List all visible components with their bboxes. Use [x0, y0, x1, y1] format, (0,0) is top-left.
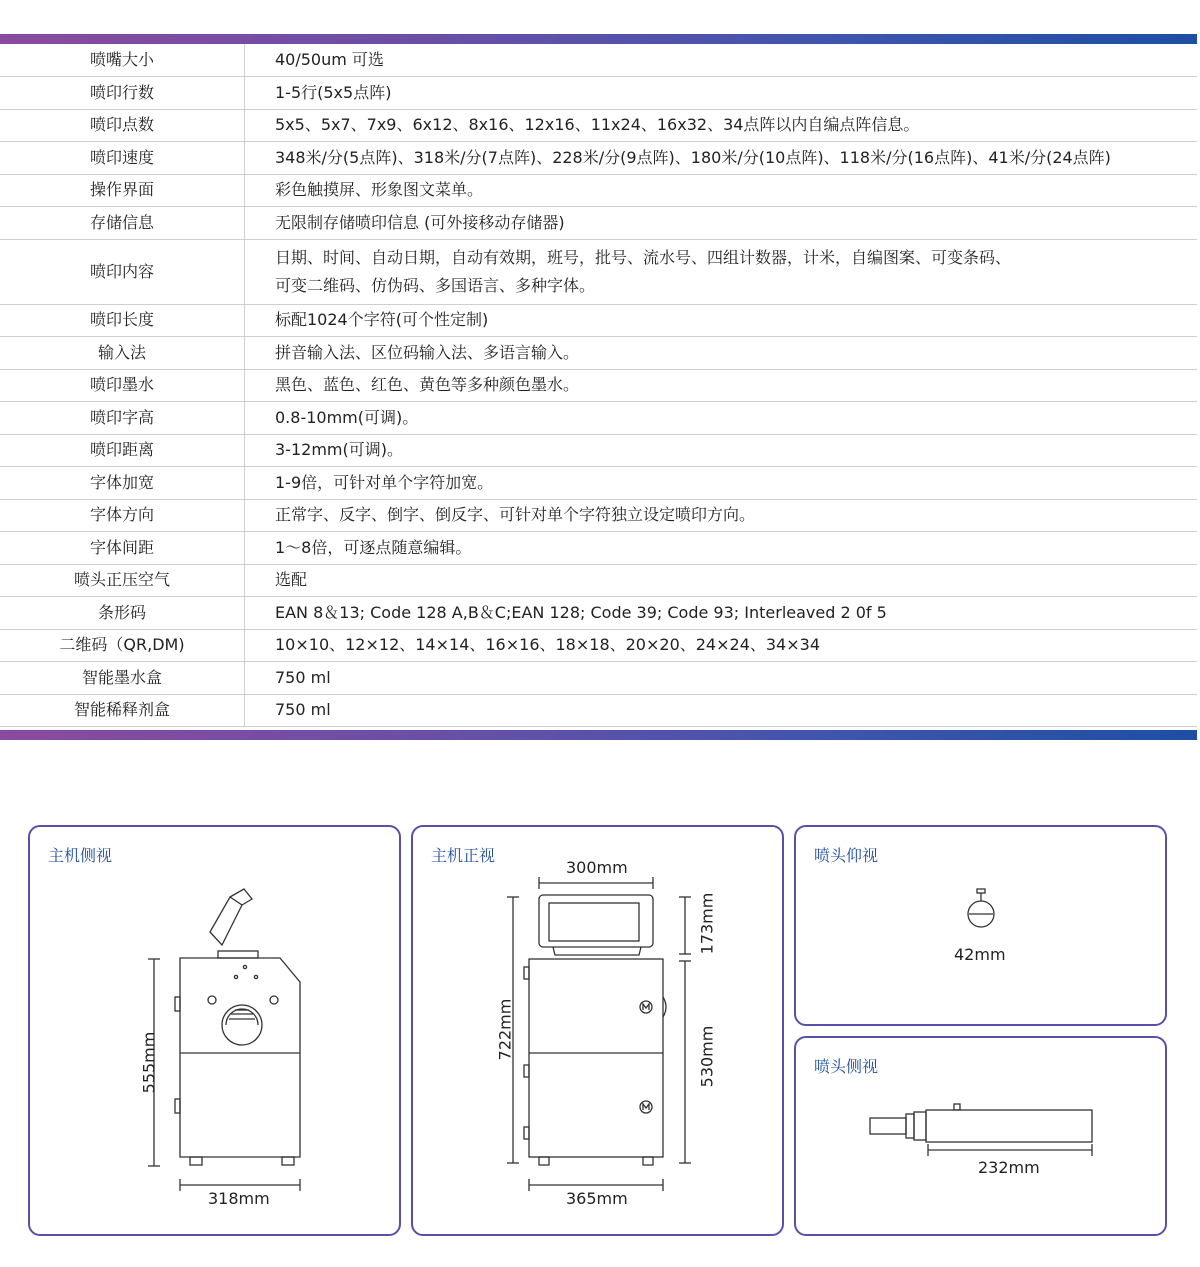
- spec-label: 二维码（QR,DM): [0, 629, 245, 662]
- spec-value: 黑色、蓝色、红色、黄色等多种颜色墨水。: [245, 369, 1198, 402]
- spec-value: 10×10、12×12、14×14、16×16、18×18、20×20、24×24、34×34: [245, 629, 1198, 662]
- spec-label: 喷印速度: [0, 142, 245, 175]
- spec-value: 750 ml: [245, 694, 1198, 727]
- panel-nozzle-bottom-view: [794, 825, 1167, 1026]
- table-row: [0, 304, 1197, 337]
- spec-label: 操作界面: [0, 174, 245, 207]
- side-view-drawing: [30, 827, 399, 1234]
- table-row: [0, 629, 1197, 662]
- spec-label: 喷印行数: [0, 77, 245, 110]
- nozzle-bottom-dim: 42mm: [954, 945, 1006, 964]
- table-row: [0, 499, 1197, 532]
- table-row: [0, 207, 1197, 240]
- table-row: [0, 597, 1197, 630]
- front-total-height-dim: 722mm: [495, 998, 515, 1061]
- bottom-accent-bar: [0, 730, 1197, 740]
- spec-label: 喷印内容: [0, 239, 245, 304]
- spec-value: EAN 8＆13; Code 128 A,B＆C;EAN 128; Code 39; Code 93; Interleaved 2 0f 5: [245, 597, 1198, 630]
- table-row: [0, 44, 1197, 77]
- spec-label: 字体方向: [0, 499, 245, 532]
- spec-label: 喷嘴大小: [0, 44, 245, 77]
- nozzle-side-dim: 232mm: [978, 1158, 1040, 1177]
- front-screen-height-dim: 173mm: [697, 892, 717, 955]
- spec-value: 1-5行(5x5点阵): [245, 77, 1198, 110]
- spec-label: 智能墨水盒: [0, 662, 245, 695]
- spec-label: 喷印字高: [0, 402, 245, 435]
- panel-side-view: [28, 825, 401, 1236]
- table-row: [0, 662, 1197, 695]
- spec-value: 750 ml: [245, 662, 1198, 695]
- spec-value: 40/50um 可选: [245, 44, 1198, 77]
- panel-nozzle-side-view: [794, 1036, 1167, 1236]
- table-row: [0, 109, 1197, 142]
- spec-label: 智能稀释剂盒: [0, 694, 245, 727]
- spec-label: 喷印墨水: [0, 369, 245, 402]
- table-row: [0, 239, 1197, 304]
- panel-front-view: [411, 825, 784, 1236]
- spec-value: [245, 239, 1198, 304]
- top-accent-bar: [0, 34, 1197, 44]
- spec-value: 彩色触摸屏、形象图文菜单。: [245, 174, 1198, 207]
- spec-label: 字体间距: [0, 532, 245, 565]
- spec-value: 正常字、反字、倒字、倒反字、可针对单个字符独立设定喷印方向。: [245, 499, 1198, 532]
- table-row: [0, 434, 1197, 467]
- spec-label: 字体加宽: [0, 467, 245, 500]
- spec-value: 选配: [245, 564, 1198, 597]
- front-top-width-dim: 300mm: [566, 858, 628, 877]
- front-width-dim: 365mm: [566, 1189, 628, 1208]
- side-width-dim: 318mm: [208, 1189, 270, 1208]
- spec-label: 喷头正压空气: [0, 564, 245, 597]
- spec-value: 1-9倍，可针对单个字符加宽。: [245, 467, 1198, 500]
- panel-title: 喷头侧视: [814, 1057, 879, 1076]
- table-row: [0, 142, 1197, 175]
- spec-label: 喷印长度: [0, 304, 245, 337]
- nozzle-bottom-drawing: [796, 827, 1165, 1024]
- spec-value: 标配1024个字符(可个性定制): [245, 304, 1198, 337]
- table-row: [0, 467, 1197, 500]
- table-row: [0, 77, 1197, 110]
- spec-value: 0.8-10mm(可调)。: [245, 402, 1198, 435]
- spec-value: 无限制存储喷印信息 (可外接移动存储器): [245, 207, 1198, 240]
- table-row: [0, 564, 1197, 597]
- table-row: [0, 694, 1197, 727]
- nozzle-side-drawing: [796, 1038, 1165, 1234]
- spec-label: 条形码: [0, 597, 245, 630]
- panel-title: 主机侧视: [48, 846, 113, 865]
- panel-title: 主机正视: [431, 846, 496, 865]
- table-row: [0, 174, 1197, 207]
- table-row: [0, 337, 1197, 370]
- spec-value-line-1: 日期、时间、自动日期，自动有效期，班号，批号、流水号、四组计数器，计米，自编图案、可变条码、: [275, 247, 1012, 267]
- spec-value: 348米/分(5点阵)、318米/分(7点阵)、228米/分(9点阵)、180米/分(10点阵)、118米/分(16点阵)、41米/分(24点阵): [245, 142, 1198, 175]
- front-view-drawing: [413, 827, 782, 1234]
- front-body-height-dim: 530mm: [697, 1025, 717, 1088]
- side-height-dim: 555mm: [139, 1031, 159, 1094]
- spec-label: 存储信息: [0, 207, 245, 240]
- spec-table: [0, 44, 1197, 727]
- panel-title: 喷头仰视: [814, 846, 879, 865]
- table-row: [0, 532, 1197, 565]
- table-row: [0, 369, 1197, 402]
- spec-label: 喷印点数: [0, 109, 245, 142]
- spec-value: 5x5、5x7、7x9、6x12、8x16、12x16、11x24、16x32、34点阵以内自编点阵信息。: [245, 109, 1198, 142]
- spec-value-line-2: 可变二维码、仿伪码、多国语言、多种字体。: [275, 275, 596, 295]
- table-row: [0, 402, 1197, 435]
- spec-value: 3-12mm(可调)。: [245, 434, 1198, 467]
- spec-value: 1～8倍，可逐点随意编辑。: [245, 532, 1198, 565]
- spec-label: 输入法: [0, 337, 245, 370]
- spec-label: 喷印距离: [0, 434, 245, 467]
- spec-value: 拼音输入法、区位码输入法、多语言输入。: [245, 337, 1198, 370]
